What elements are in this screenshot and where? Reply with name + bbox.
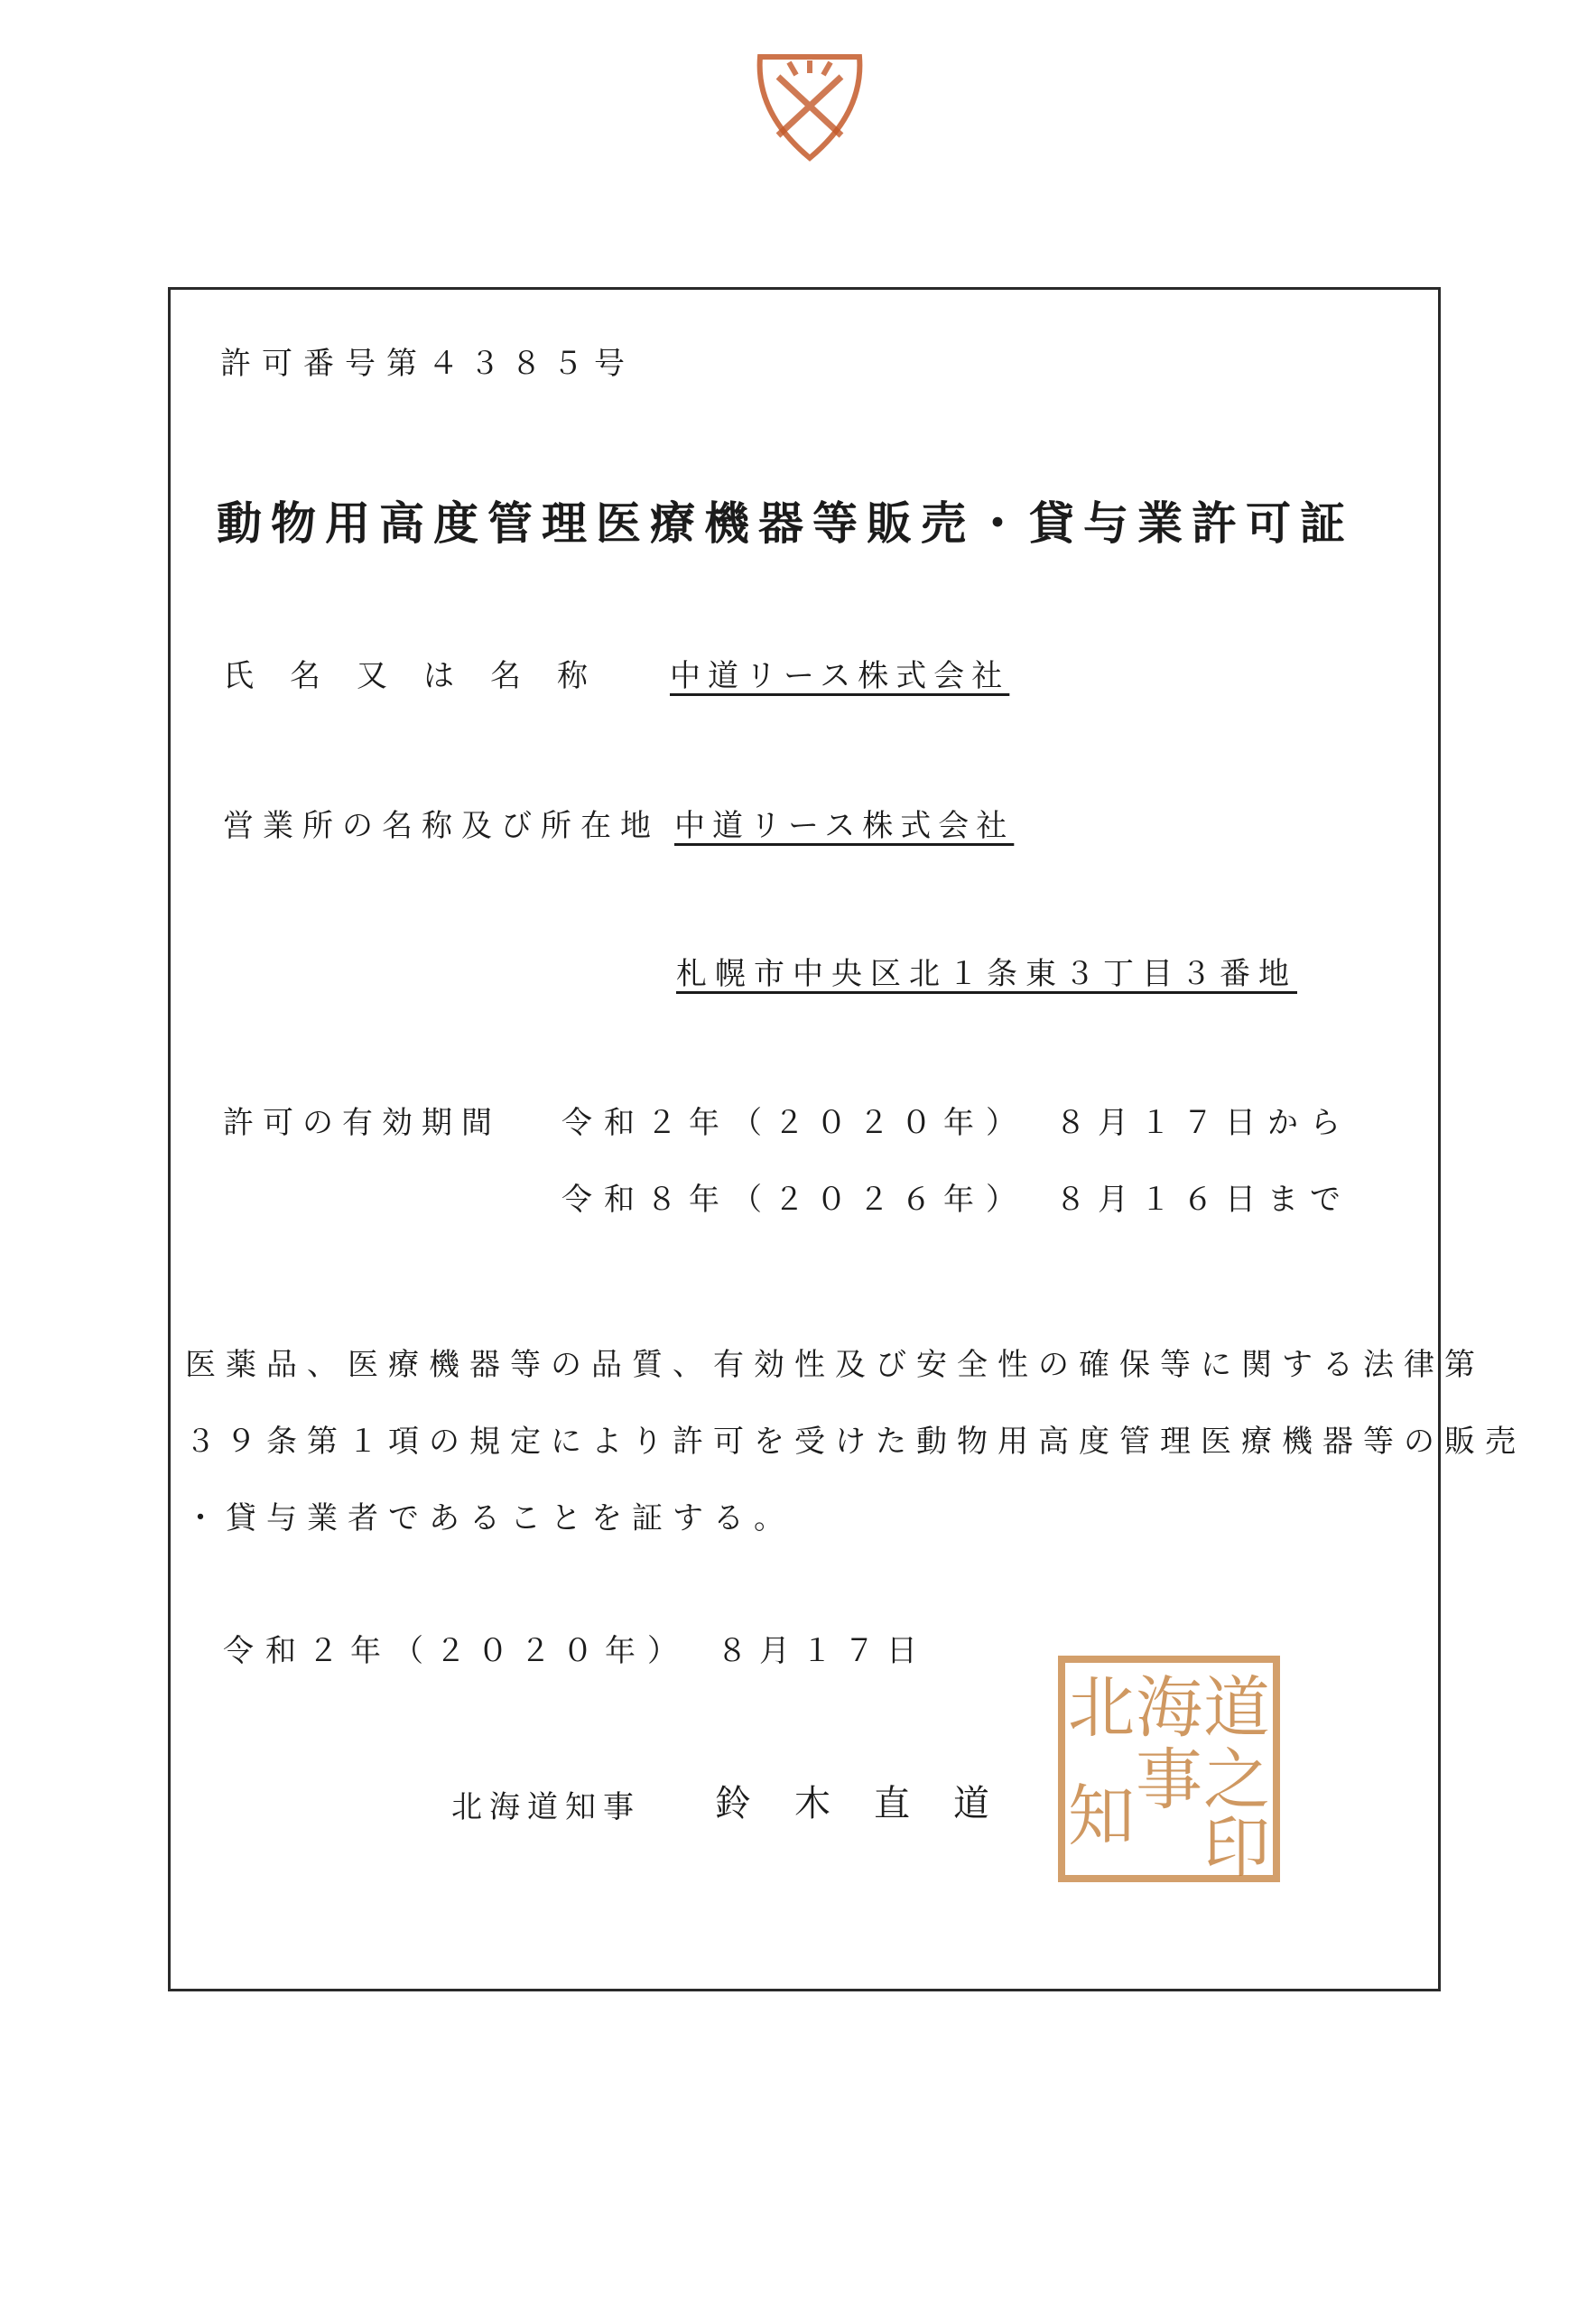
svg-text:北: 北 [1068, 1669, 1135, 1747]
svg-text:事: 事 [1136, 1741, 1202, 1819]
name-label: 氏名又は名称 [223, 658, 624, 694]
name-value: 中道リース株式会社 [670, 658, 1010, 694]
certification-statement [185, 1327, 1526, 1557]
certificate-title: 動物用高度管理医療機器等販売・貸与業許可証 [217, 497, 1354, 550]
official-seal [1056, 1654, 1282, 1884]
office-label: 営業所の名称及び所在地 [223, 808, 660, 844]
svg-text:印: 印 [1203, 1809, 1270, 1884]
governor-title: 北海道知事 [451, 1789, 641, 1825]
svg-text:道: 道 [1203, 1669, 1270, 1747]
statement-line: ・貸与業者であることを証する。 [185, 1500, 794, 1536]
statement-line: ３９条第１項の規定により許可を受けた動物用高度管理医療機器等の販売 [185, 1424, 1526, 1460]
permit-number: 許可番号第４３８５号 [220, 346, 636, 382]
svg-text:知: 知 [1068, 1777, 1135, 1855]
office-address-value: 札幌市中央区北１条東３丁目３番地 [676, 956, 1297, 992]
svg-text:海: 海 [1136, 1669, 1202, 1747]
governor-name: 鈴木直道 [715, 1783, 1033, 1824]
office-name-value: 中道リース株式会社 [674, 808, 1015, 844]
receipt-stamp [742, 50, 877, 167]
issue-date: 令和２年（２０２０年） ８月１７日 [223, 1633, 929, 1669]
validity-period-label: 許可の有効期間 [223, 1105, 501, 1141]
svg-text:之: 之 [1203, 1741, 1270, 1819]
validity-end: 令和８年（２０２６年） ８月１６日まで [561, 1182, 1352, 1218]
statement-line: 医薬品、医療機器等の品質、有効性及び安全性の確保等に関する法律第 [185, 1347, 1485, 1383]
validity-start: 令和２年（２０２０年） ８月１７日から [561, 1105, 1352, 1141]
